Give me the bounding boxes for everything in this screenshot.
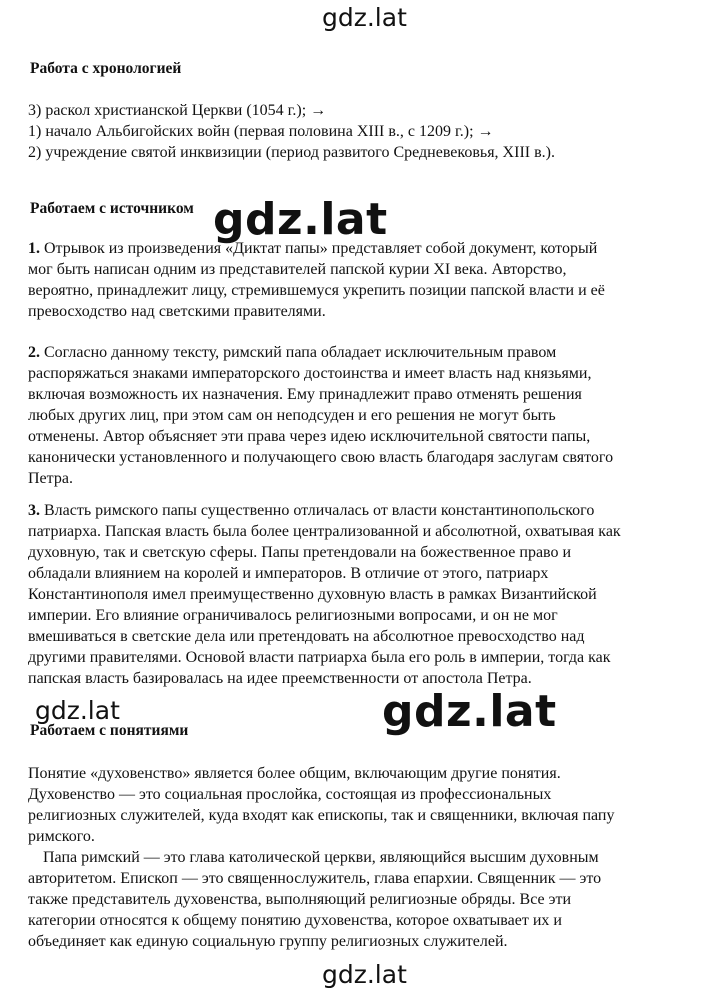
concept-text: римского.	[28, 828, 95, 845]
answer-text: Константинополя имел преимущественно духовную власть в рамках Византийской	[28, 586, 597, 603]
watermark-top: gdz.lat	[322, 3, 407, 32]
concept-text: Духовенство — это социальная прослойка, состоящая из профессиональных	[28, 786, 552, 803]
concept-text: Понятие «духовенство» является более общим, включающим другие понятия.	[28, 765, 561, 782]
answer-text: другими правителями. Основой власти патриарха была его роль в империи, тогда как	[28, 649, 611, 666]
answer-text: Согласно данному тексту, римский папа обладает исключительным правом	[40, 344, 557, 361]
answer-text: духовную, так и светскую сферы. Папы претендовали на божественное право и	[28, 544, 572, 561]
watermark-middle: gdz.lat	[213, 194, 388, 245]
concept-text: религиозных служителей, куда входят как епископы, так и священники, включая папу	[28, 807, 615, 824]
watermark-center: gdz.lat	[382, 686, 557, 737]
answer-text: мог быть написан одним из представителей папской курии XI века. Авторство,	[28, 261, 567, 278]
concept-text: Папа римский — это глава католической церкви, являющийся высшим духовным	[43, 849, 599, 866]
concepts-text	[28, 763, 708, 952]
chronology-item: 2) учреждение святой инквизиции (период развитого Средневековья, XIII в.).	[28, 144, 555, 161]
answer-text: папская власть базировалась на идее преемственности от апостола Петра.	[28, 670, 532, 687]
concepts-heading: Работаем с понятиями	[30, 722, 189, 739]
answer-text: вероятно, принадлежит лицу, стремившемуся укрепить позиции папской власти и её	[28, 282, 605, 299]
sources-heading: Работаем с источником	[30, 200, 194, 217]
chronology-item: 1) начало Альбигойских войн (первая половина XIII в., с 1209 г.); →	[28, 123, 494, 140]
answer-text: распоряжаться знаками императорского достоинства и имеет власть над князьями,	[28, 365, 592, 382]
answer-text: включая возможность их назначения. Ему принадлежит право отменять решения	[28, 386, 582, 403]
concept-text: также представитель духовенства, выполняющий религиозные обряды. Все эти	[28, 891, 572, 908]
answer-number: 2.	[28, 344, 40, 361]
answer-number: 1.	[28, 240, 40, 257]
answer-text: Отрывок из произведения «Диктат папы» представляет собой документ, который	[40, 240, 598, 257]
answer-text: империи. Его влияние ограничивалось религиозными вопросами, и он не мог	[28, 607, 558, 624]
answer-text: патриарха. Папская власть была более централизованной и абсолютной, охватывая как	[28, 523, 621, 540]
answer-text: Петра.	[28, 470, 73, 487]
chronology-heading: Работа с хронологией	[30, 60, 182, 77]
chronology-list	[28, 100, 708, 163]
watermark-bottom: gdz.lat	[322, 960, 407, 989]
concept-text: объединяет как единую социальную группу религиозных служителей.	[28, 933, 508, 950]
source-answer-1	[28, 238, 708, 322]
concept-text: категории относятся к общему понятию духовенства, которое охватывает их и	[28, 912, 562, 929]
answer-text: обладали влиянием на королей и императоров. В отличие от этого, патриарх	[28, 565, 549, 582]
answer-text: превосходство над светскими правителями.	[28, 303, 326, 320]
answer-text: вмешиваться в светские дела или претендовать на абсолютное превосходство над	[28, 628, 585, 645]
answer-text: Власть римского папы существенно отличалась от власти константинопольского	[40, 502, 595, 519]
chronology-item: 3) раскол христианской Церкви (1054 г.); →	[28, 102, 327, 119]
answer-number: 3.	[28, 502, 40, 519]
answer-text: любых других лиц, при этом сам он неподсуден и его решения не могут быть	[28, 407, 556, 424]
answer-text: отменены. Автор объясняет эти права через идею исключительной святости папы,	[28, 428, 591, 445]
concept-text: авторитетом. Епископ — это священнослужитель, глава епархии. Священник — это	[28, 870, 602, 887]
source-answer-3	[28, 500, 708, 689]
answer-text: канонически установленного и получающего свою власть благодаря заслугам святого	[28, 449, 614, 466]
source-answer-2	[28, 342, 708, 489]
watermark-left: gdz.lat	[35, 696, 120, 725]
